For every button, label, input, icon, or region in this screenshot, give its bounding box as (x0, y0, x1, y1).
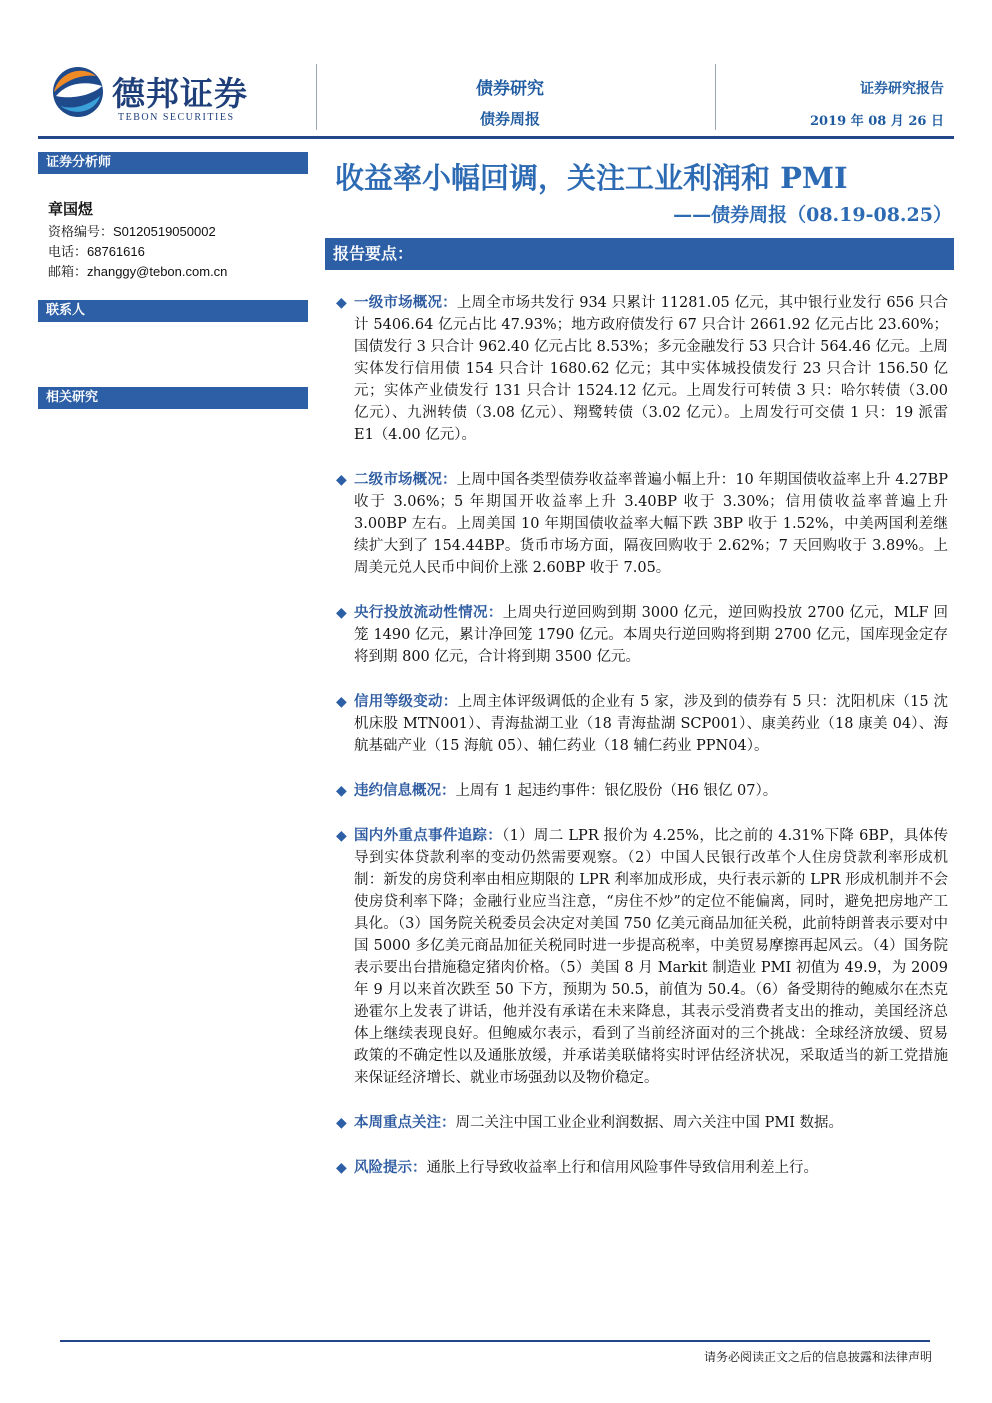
license-value: S0120519050002 (113, 224, 216, 239)
list-item (328, 780, 948, 802)
analyst-name: 章国煜 (48, 200, 94, 218)
header-divider (715, 64, 716, 130)
bullet-icon: ◆ (336, 295, 347, 311)
list-item (328, 691, 948, 757)
item-label: 风险提示： (354, 1159, 427, 1176)
item-text: 上周主体评级调低的企业有 5 家，涉及到的债券有 5 只：沈阳机床（15 沈机床股 MTN001）、青海盐湖工业（18 青海盐湖 SCP001）、康美药业（18 康美 04）、海航基础产业（15 海航 05）、辅仁药业（18 辅仁药业 PPN04）。 (354, 694, 948, 754)
bullet-icon: ◆ (336, 783, 347, 799)
logo-english: TEBON SECURITIES (118, 112, 235, 123)
bullet-icon: ◆ (336, 828, 347, 844)
report-date: 2019 年 08 月 26 日 (810, 114, 944, 129)
tebon-logo-icon (52, 66, 104, 118)
report-title: 收益率小幅回调，关注工业利润和 PMI (335, 161, 848, 195)
analyst-section-header: 证券分析师 (38, 152, 308, 174)
key-points-list (328, 292, 948, 1202)
item-label: 国内外重点事件追踪： (354, 827, 503, 844)
phone-label: 电话： (48, 245, 88, 260)
report-subtitle: ——债券周报（08.19-08.25） (673, 204, 952, 226)
email-label: 邮箱： (48, 265, 88, 280)
list-item (328, 602, 948, 668)
header-divider (316, 64, 317, 130)
category-primary: 债券研究 (476, 79, 544, 99)
phone-value: 68761616 (87, 244, 145, 259)
list-item (328, 1157, 948, 1179)
item-text: 周二关注中国工业企业利润数据、周六关注中国 PMI 数据。 (455, 1115, 844, 1131)
item-label: 二级市场概况： (354, 471, 457, 488)
item-text: 上周中国各类型债券收益率普遍小幅上升：10 年期国债收益率上升 4.27BP 收于 3.06%；5 年期国开收益率上升 3.40BP 收于 3.30%；信用债收益率普遍上升 3.00BP 左右。上周美国 10 年期国债收益率大幅下跌 3BP 收于 1.52%，中美两国利差继续扩大到了 154.44BP。货币市场方面，隔夜回购收于 2.62%；7 天回购收于 3.89%。上周美元兑人民币中间价上涨 2.60BP 收于 7.05。 (354, 472, 949, 576)
list-item (328, 469, 948, 579)
bullet-icon: ◆ (336, 605, 347, 621)
item-label: 违约信息概况： (354, 782, 456, 799)
header-rule (38, 136, 954, 139)
key-points-header: 报告要点： (325, 238, 954, 270)
bullet-icon: ◆ (336, 1115, 347, 1131)
item-text: 上周有 1 起违约事件：银亿股份（H6 银亿 07）。 (455, 783, 778, 799)
email-value[interactable]: zhanggy@tebon.com.cn (87, 264, 228, 279)
analyst-phone (48, 241, 145, 260)
list-item (328, 825, 948, 1089)
list-item (328, 1112, 948, 1134)
related-section-header: 相关研究 (38, 387, 308, 409)
bullet-icon: ◆ (336, 694, 347, 710)
analyst-email (48, 261, 227, 280)
item-label: 一级市场概况： (354, 294, 457, 311)
category-secondary: 债券周报 (480, 110, 541, 128)
analyst-license (48, 221, 216, 240)
license-label: 资格编号： (48, 225, 114, 240)
bullet-icon: ◆ (336, 1160, 347, 1176)
item-text: 上周全市场共发行 934 只累计 11281.05 亿元，其中银行业发行 656 只合计 5406.64 亿元占比 47.93%；地方政府债发行 67 只合计 2661.92 亿元占比 23.60%；国债发行 3 只合计 962.40 亿元占比 8.53%；多元金融发行 53 只合计 564.46 亿元。上周实体发行信用债 154 只合计 1680.62 亿元；其中实体城投债发行 23 只合计 156.50 亿元；实体产业债发行 131 只合计 1524.12 亿元。上周发行可转债 3 只：哈尔转债（3.00 亿元）、九洲转债（3.08 亿元）、翔鹭转债（3.02 亿元）。上周发行可交债 1 只：19 派雷 E1（4.00 亿元）。 (354, 295, 948, 443)
report-type: 证券研究报告 (860, 81, 944, 97)
logo-text: 德邦证券 (112, 74, 248, 113)
item-label: 信用等级变动： (354, 693, 458, 710)
item-label: 央行投放流动性情况： (354, 604, 503, 621)
list-item (328, 292, 948, 446)
item-label: 本周重点关注： (354, 1114, 456, 1131)
footer-rule (60, 1340, 930, 1342)
footer-disclaimer[interactable]: 请务必阅读正文之后的信息披露和法律声明 (703, 1350, 932, 1364)
item-text: 上周央行逆回购到期 3000 亿元，逆回购投放 2700 亿元，MLF 回笼 1490 亿元，累计净回笼 1790 亿元。本周央行逆回购将到期 2700 亿元，国库现金定存将到期 800 亿元，合计将到期 3500 亿元。 (354, 605, 948, 665)
item-text: 通胀上行导致收益率上行和信用风险事件导致信用利差上行。 (426, 1160, 818, 1176)
contact-section-header: 联系人 (38, 300, 308, 322)
bullet-icon: ◆ (336, 472, 347, 488)
item-text: （1）周二 LPR 报价为 4.25%，比之前的 4.31%下降 6BP，具体传导到实体贷款利率的变动仍然需要观察。（2）中国人民银行改革个人住房贷款利率形成机制：新发的房贷利率由相应期限的 LPR 利率加成形成，央行表示新的 LPR 形成机制并不会使房贷利率下降；金融行业应当注意，“房住不炒”的定位不能偏离，同时，避免把房地产工具化。（3）国务院关税委员会决定对美国 750 亿美元商品加征关税，此前特朗普表示要对中国 5000 多亿美元商品加征关税同时进一步提高税率，中美贸易摩擦再起风云。（4）国务院表示要出台措施稳定猪肉价格。（5）美国 8 月 Markit 制造业 PMI 初值为 49.9，为 2009 年 9 月以来首次跌至 50 下方，预期为 50.5，前值为 50.4。（6）备受期待的鲍威尔在杰克逊霍尔上发表了讲话，他并没有承诺在未来降息，其表示受消费者支出的推动，美国经济总体上继续表现良好。但鲍威尔表示，看到了当前经济面对的三个挑战：全球经济放缓、贸易政策的不确定性以及通胀放缓，并承诺美联储将实时评估经济状况，采取适当的新工党措施来保证经济增长、就业市场强劲以及物价稳定。 (354, 828, 948, 1086)
